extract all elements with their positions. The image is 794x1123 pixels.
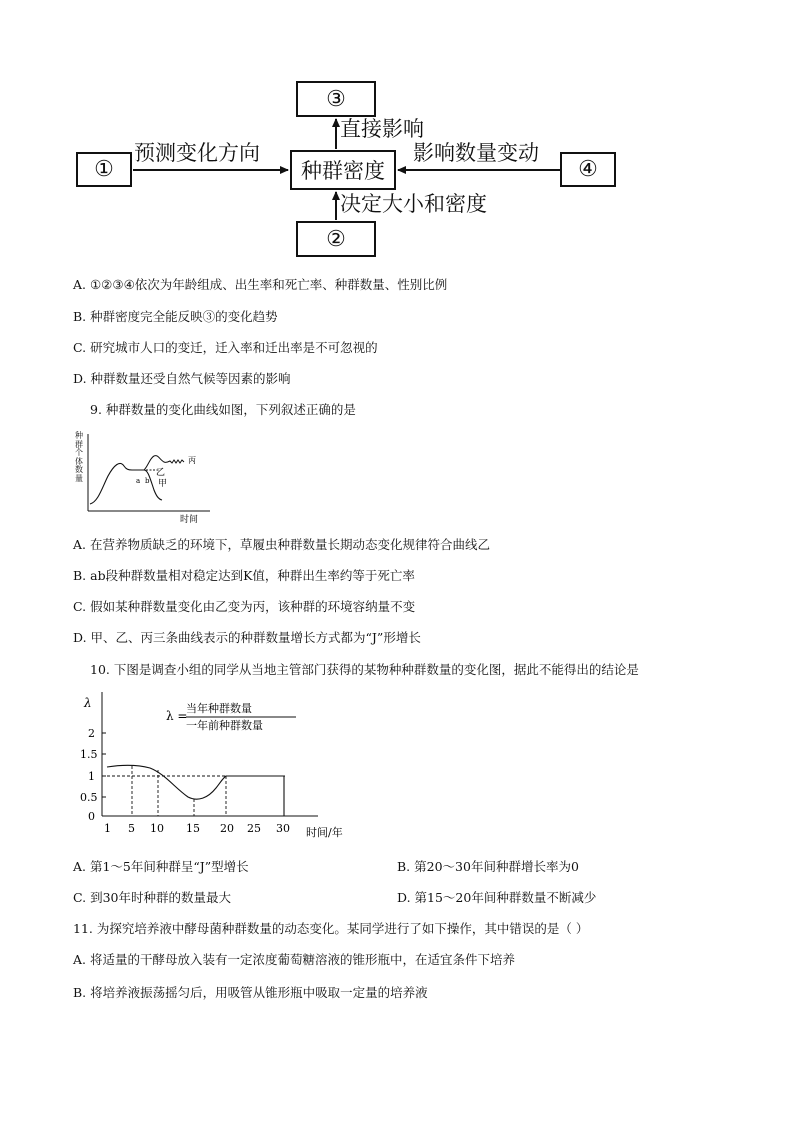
q10-option-a: A. 第1～5年间种群呈“J”型增长 [73,859,249,874]
q9-ylabel: 种群个体数量 [75,431,83,483]
q10-yticks [102,733,106,797]
q10-formula-numerator: 当年种群数量 [186,702,252,715]
q9-title: 9. 种群数量的变化曲线如图，下列叙述正确的是 [90,402,356,417]
box-center [290,150,396,190]
q10-xtick-5: 5 [128,822,135,835]
q10-xtick-25: 25 [247,822,261,835]
label-determine-size: 决定大小和密度 [340,192,487,216]
label-direct-effect: 直接影响 [340,117,424,141]
q9-option-a: A. 在营养物质缺乏的环境下，草履虫种群数量长期动态变化规律符合曲线乙 [73,537,490,552]
q10-ytick-1: 1 [88,770,95,783]
box-left [76,152,132,187]
q11-title: 11. 为探究培养液中酵母菌种群数量的动态变化。某同学进行了如下操作，其中错误的是（ ） [73,921,589,936]
q9-label-yi: 乙 [156,468,166,478]
box-left-label: ① [94,157,114,182]
q11-option-b: B. 将培养液振荡摇匀后，用吸管从锥形瓶中吸取一定量的培养液 [73,985,428,1000]
q10-option-c: C. 到30年时种群的数量最大 [73,890,231,905]
q10-xtick-15: 15 [186,822,200,835]
q9-xlabel: 时间 [180,515,199,525]
q8-option-d: D. 种群数量还受自然气候等因素的影响 [73,371,291,386]
q9-option-d: D. 甲、乙、丙三条曲线表示的种群数量增长方式都为“J”形增长 [73,630,421,645]
q9-label-bing: 丙 [188,456,196,465]
q10-lambda-curve [107,765,284,816]
box-bottom [296,221,376,257]
box-top-label: ③ [326,86,346,112]
q10-formula-denominator: 一年前种群数量 [186,719,263,732]
box-right-label: ④ [578,157,598,182]
q10-title: 10. 下图是调查小组的同学从当地主管部门获得的某物种种群数量的变化图，据此不能得出的结论是 [90,662,639,677]
q10-xtick-30: 30 [276,822,290,835]
q10-formula-lhs: λ = [166,709,188,723]
q10-ytick-1-5: 1.5 [80,748,98,761]
q10-ytick-2: 2 [88,727,95,740]
q10-option-d: D. 第15～20年间种群数量不断减少 [397,890,597,905]
q10-ytick-0: 0 [88,810,95,823]
q8-option-a: A. ①②③④依次为年龄组成、出生率和死亡率、种群数量、性别比例 [73,277,448,292]
q10-xtick-10: 10 [150,822,164,835]
q9-label-a: a [136,477,141,485]
q9-figure [70,428,220,528]
q10-option-b: B. 第20～30年间种群增长率为0 [397,859,579,874]
q9-label-b: b [145,477,150,485]
label-affect-change: 影响数量变动 [413,141,539,165]
q10-ytick-0-5: 0.5 [80,791,98,804]
box-right [560,152,616,187]
box-bottom-label: ② [326,226,346,252]
label-predict-direction: 预测变化方向 [134,141,260,165]
q10-vlines [132,766,284,816]
q9-option-b: B. ab段种群数量相对稳定达到K值，种群出生率约等于死亡率 [73,568,415,583]
q8-option-c: C. 研究城市人口的变迁，迁入率和迁出率是不可忽视的 [73,340,378,355]
center-label: 种群密度 [301,159,385,183]
q9-label-jia: 甲 [158,479,168,489]
q10-figure [80,688,360,843]
q10-ylabel: λ [84,696,92,710]
q10-xtick-1: 1 [104,822,111,835]
box-top [296,81,376,117]
q10-xlabel: 时间/年 [306,826,343,839]
q11-option-a: A. 将适量的干酵母放入装有一定浓度葡萄糖溶液的锥形瓶中，在适宜条件下培养 [73,952,515,967]
q8-option-b: B. 种群密度完全能反映③的变化趋势 [73,309,278,324]
q10-xtick-20: 20 [220,822,234,835]
q9-option-c: C. 假如某种群数量变化由乙变为丙，该种群的环境容纳量不变 [73,599,416,614]
